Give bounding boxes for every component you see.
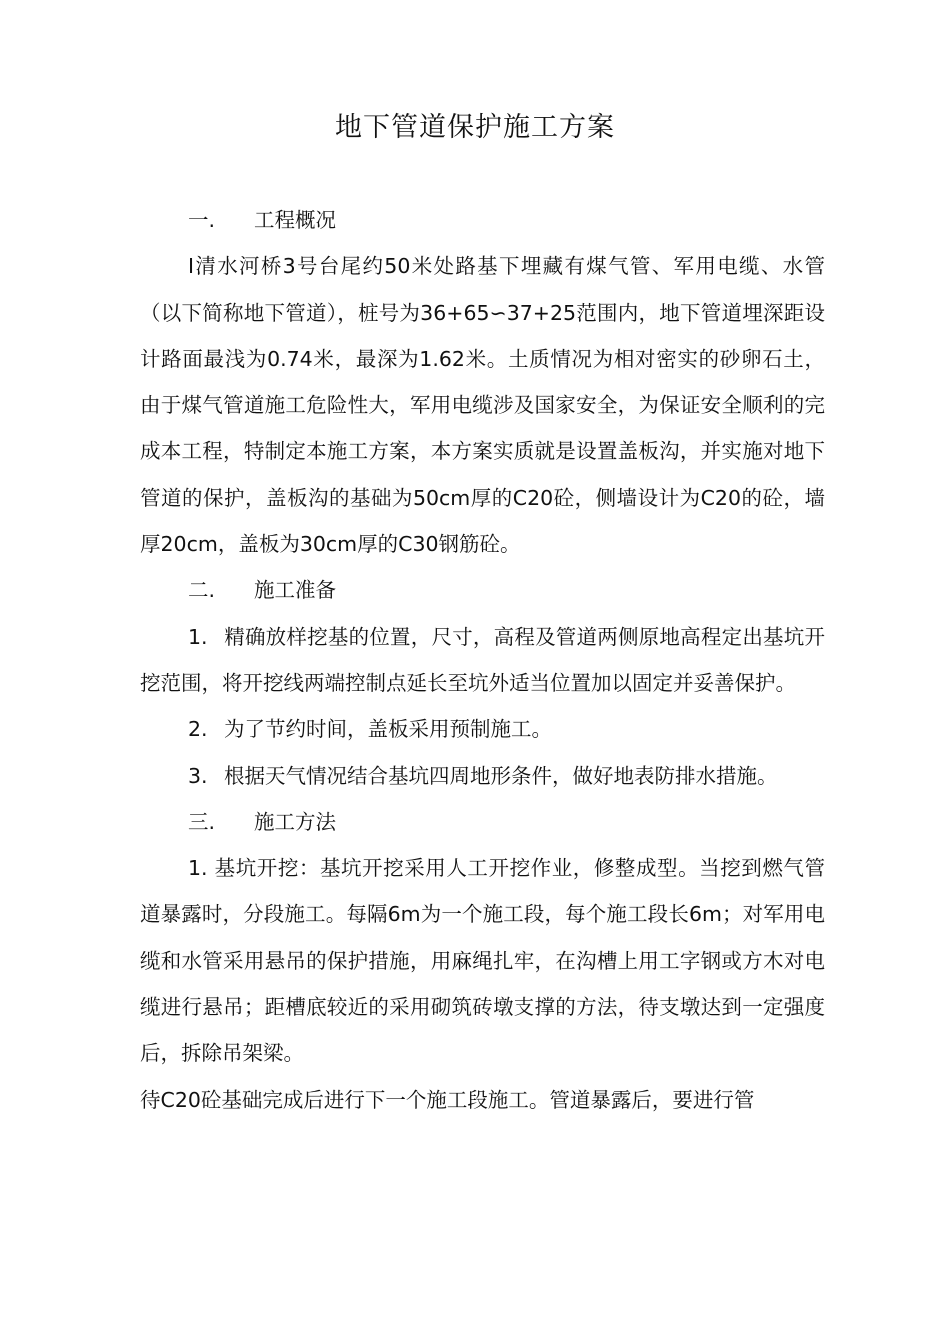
list-item [140, 706, 825, 752]
section-title: 工程概况 [254, 208, 336, 232]
list-item [140, 614, 825, 707]
section-title: 施工准备 [254, 578, 336, 603]
list-item-number: 2. [188, 717, 208, 742]
list-item-text: 为了节约时间，盖板采用预制施工。 [224, 717, 552, 742]
document-body [140, 197, 825, 1123]
list-item-number: 1. [188, 624, 208, 649]
overview-paragraph: Ⅰ清水河桥3号台尾约50米处路基下埋藏有煤气管、军用电缆、水管（以下简称地下管道），桩号为36+65∽37+25范围内，地下管道埋深距设计路面最浅为0.74米，最深为1.62米。土质情况为相对密实的砂卵石土，由于煤气管道施工危险性大，军用电缆涉及国家安全，为保证安全顺利的完成本工程，特制定本施工方案，本方案实质就是设置盖板沟，并实施对地下管道的保护，盖板沟的基础为50cm厚的C20砼，侧墙设计为C20的砼，墙厚20cm，盖板为30cm厚的C30钢筋砼。 [140, 254, 825, 557]
section-heading-1 [140, 197, 825, 243]
method-paragraph: 1. 基坑开挖：基坑开挖采用人工开挖作业，修整成型。当挖到燃气管道暴露时，分段施工。每隔6m为一个施工段，每个施工段长6m；对军用电缆和水管采用悬吊的保护措施，用麻绳扎牢，在沟槽上用工字钢或方木对电缆进行悬吊；距槽底较近的采用砌筑砖墩支撑的方法，待支墩达到一定强度后，拆除吊架梁。 [140, 856, 825, 1066]
section-heading-3 [140, 799, 825, 845]
document-title: 地下管道保护施工方案 [335, 112, 615, 143]
section-title: 施工方法 [254, 809, 336, 834]
section-heading-2 [140, 567, 825, 613]
section-number: 二. [188, 578, 216, 603]
method-paragraph-continued: 待C20砼基础完成后进行下一个施工段施工。管道暴露后，要进行管 [140, 1087, 755, 1112]
section-number: 一. [188, 208, 216, 232]
list-item-number: 3. [188, 763, 208, 788]
list-item [140, 753, 825, 799]
list-item-text: 精确放样挖基的位置，尺寸，高程及管道两侧原地高程定出基坑开挖范围，将开挖线两端控制点延长至坑外适当位置加以固定并妥善保护。 [140, 624, 825, 695]
section-number: 三. [188, 809, 216, 834]
list-item-text: 根据天气情况结合基坑四周地形条件，做好地表防排水措施。 [224, 763, 778, 788]
